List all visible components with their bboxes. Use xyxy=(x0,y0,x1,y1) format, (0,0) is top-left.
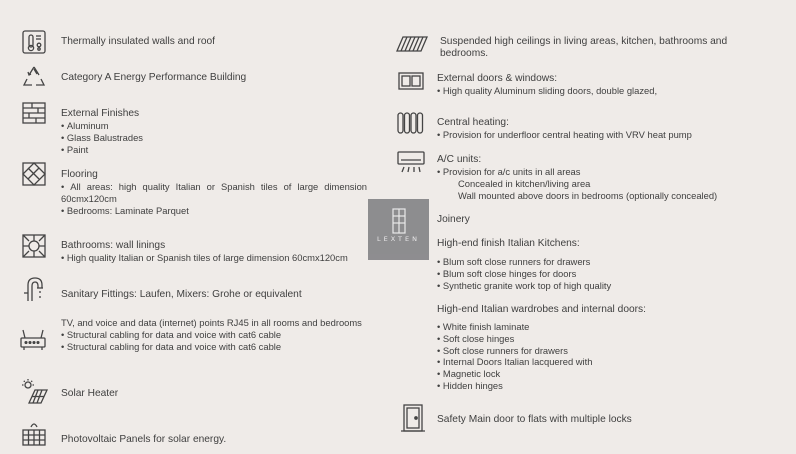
list-item: • Soft close hinges xyxy=(437,333,592,345)
list-item: • Blum soft close runners for drawers xyxy=(437,256,611,268)
list-item: • Soft close runners for drawers xyxy=(437,345,592,357)
brick-wall-icon xyxy=(20,99,48,127)
router-icon xyxy=(18,326,48,354)
list-item: • Structural cabling for data and voice with cat6 cable xyxy=(61,329,367,341)
flooring-list xyxy=(61,181,367,216)
list-item: • Internal Doors Italian lacquered with xyxy=(437,356,592,368)
window-icon xyxy=(397,67,425,95)
finishes-list xyxy=(61,120,143,155)
list-item: • All areas: high quality Italian or Spanish tiles of large dimension 60cmx120cm xyxy=(61,181,367,205)
list-item: • Paint xyxy=(61,144,143,156)
kitchens-list xyxy=(437,256,611,291)
list-subitem: Wall mounted above doors in bedrooms (optionally concealed) xyxy=(458,189,718,201)
list-item: • High quality Aluminum sliding doors, double glazed, xyxy=(437,85,657,97)
feature-sanitary-title: Sanitary Fittings: Laufen, Mixers: Grohe or equivalent xyxy=(61,289,302,300)
network-block xyxy=(61,317,367,352)
feature-solar-heater-title: Solar Heater xyxy=(61,388,119,399)
wardrobes-heading: High-end Italian wardrobes and internal doors: xyxy=(437,304,646,315)
door-icon xyxy=(400,403,426,433)
list-item: • High quality Italian or Spanish tiles of large dimension 60cmx120cm xyxy=(61,252,348,264)
joinery-heading: Joinery xyxy=(437,214,470,225)
feature-heating-title: Central heating: xyxy=(437,117,509,128)
feature-safety-door-title: Safety Main door to flats with multiple locks xyxy=(437,414,632,425)
wardrobes-list xyxy=(437,321,592,392)
faucet-icon xyxy=(20,275,48,303)
brand-logo-text: LEXTEN xyxy=(376,235,420,243)
feature-flooring-title: Flooring xyxy=(61,169,98,180)
thermometer-house-icon xyxy=(20,28,48,56)
feature-pv-title: Photovoltaic Panels for solar energy. xyxy=(61,434,227,445)
solar-panel-icon xyxy=(19,421,49,449)
list-item: • Synthetic granite work top of high quality xyxy=(437,280,611,292)
list-item: • Magnetic lock xyxy=(437,368,592,380)
bathrooms-list xyxy=(61,252,348,264)
list-item: • Glass Balustrades xyxy=(61,132,143,144)
feature-ac-title: A/C units: xyxy=(437,154,482,165)
list-item: • Bedrooms: Laminate Parquet xyxy=(61,205,367,217)
building-logo-icon xyxy=(392,208,406,234)
floor-tile-icon xyxy=(20,160,48,188)
recycle-icon xyxy=(20,63,48,91)
list-item: • Hidden hinges xyxy=(437,380,592,392)
feature-insulation-title: Thermally insulated walls and roof xyxy=(61,36,216,47)
solar-heater-icon xyxy=(19,377,49,405)
heating-list xyxy=(437,129,692,141)
feature-doors-windows-title: External doors & windows: xyxy=(437,73,558,84)
list-item: • White finish laminate xyxy=(437,321,592,333)
brand-logo xyxy=(368,199,429,260)
list-item: • Aluminum xyxy=(61,120,143,132)
feature-finishes-title: External Finishes xyxy=(61,108,140,119)
ceiling-icon xyxy=(395,29,429,57)
ac-list xyxy=(437,166,717,201)
kitchens-heading: High-end finish Italian Kitchens: xyxy=(437,238,580,249)
wall-tile-icon xyxy=(20,232,48,260)
air-conditioner-icon xyxy=(396,147,426,175)
feature-bathrooms-title: Bathrooms: wall linings xyxy=(61,240,166,251)
list-item: • Structural cabling for data and voice with cat6 cable xyxy=(61,341,367,353)
list-subitem: Concealed in kitchen/living area xyxy=(458,177,591,189)
feature-energy-title: Category A Energy Performance Building xyxy=(61,72,247,83)
network-text: TV, and voice and data (internet) points RJ45 in all rooms and bedrooms xyxy=(61,317,362,328)
list-item: • Provision for a/c units in all areas xyxy=(437,166,717,178)
list-item: • Blum soft close hinges for doors xyxy=(437,268,611,280)
feature-ceilings-title: Suspended high ceilings in living areas, kitchen, bathrooms and bedrooms. xyxy=(440,36,728,59)
list-item: • Provision for underfloor central heating with VRV heat pump xyxy=(437,129,692,141)
doors-windows-list xyxy=(437,85,657,97)
radiator-icon xyxy=(396,109,426,137)
